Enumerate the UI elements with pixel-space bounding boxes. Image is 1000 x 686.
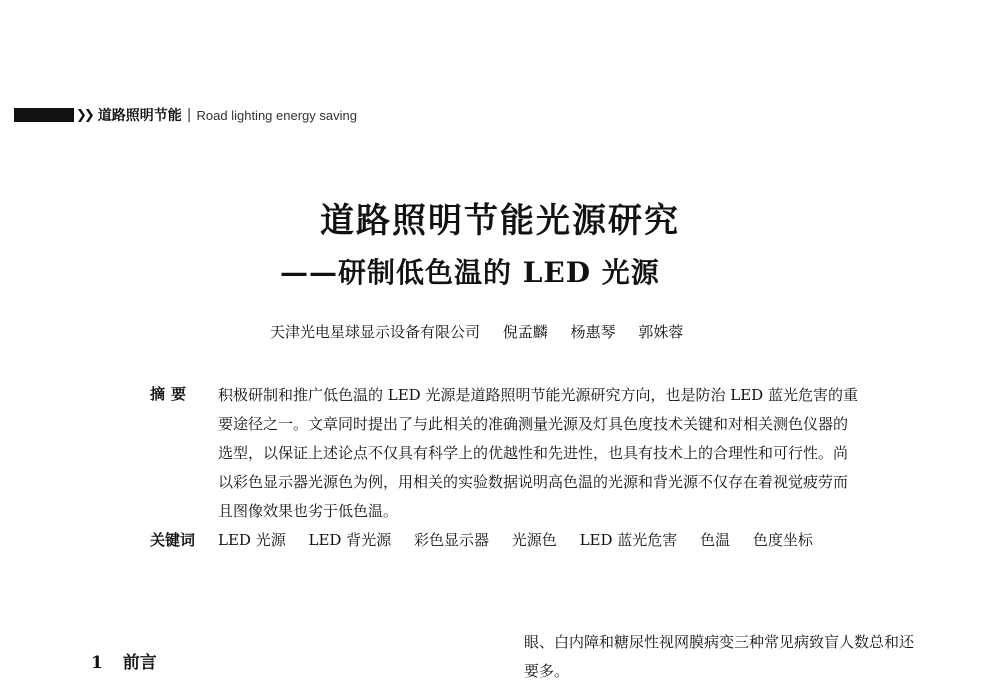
- keyword: 色度坐标: [752, 531, 813, 549]
- abstract-text: 积极研制和推广低色温的 LED 光源是道路照明节能光源研究方向，也是防治 LED 蓝光危害的重要途径之一。文章同时提出了与此相关的准确测量光源及灯具色度技术关键和对相关测色仪器的选型，以保证上述论点不仅具有科学上的优越性和先进性，也具有技术上的合理性和可行性。尚以彩色显示器光源色为例，用相关的实验数据说明高色温的光源和背光源不仅存在着视觉疲劳而且图像效果也劣于低色温。: [218, 386, 858, 520]
- body-paragraph: 眼、白内障和糖尿性视网膜病变三种常见病致盲人数总和还要多。: [524, 633, 915, 680]
- section-name-cn: 道路照明节能: [97, 108, 182, 124]
- section-separator: |: [186, 107, 192, 123]
- author-name: 倪孟麟: [502, 323, 548, 341]
- keyword: 彩色显示器: [414, 531, 490, 549]
- keyword: LED 背光源: [308, 531, 392, 549]
- keywords-label: 关键词: [150, 531, 196, 549]
- article-title: 道路照明节能光源研究: [320, 201, 680, 241]
- keyword: 光源色: [511, 531, 557, 549]
- section-heading-introduction: [91, 648, 157, 673]
- section-title: 前言: [122, 653, 157, 673]
- keyword: LED 蓝光危害: [579, 531, 678, 549]
- abstract-label: 摘要: [150, 385, 193, 403]
- section-name-en: Road lighting energy saving: [196, 107, 357, 123]
- keywords-list: [218, 529, 918, 550]
- author-line: [270, 321, 701, 342]
- author-name: 郭姝蓉: [638, 323, 684, 341]
- section-header: [14, 104, 357, 126]
- author-name: 杨惠琴: [570, 323, 616, 341]
- double-chevron-right-icon: ❯❯: [76, 107, 92, 123]
- article-subtitle: ——研制低色温的 LED 光源: [280, 256, 660, 289]
- affiliation: 天津光电星球显示设备有限公司: [270, 323, 481, 341]
- keyword: 色温: [700, 531, 731, 549]
- section-number: 1: [91, 653, 103, 673]
- header-bar-graphic: [14, 108, 74, 122]
- keyword: LED 光源: [218, 531, 286, 549]
